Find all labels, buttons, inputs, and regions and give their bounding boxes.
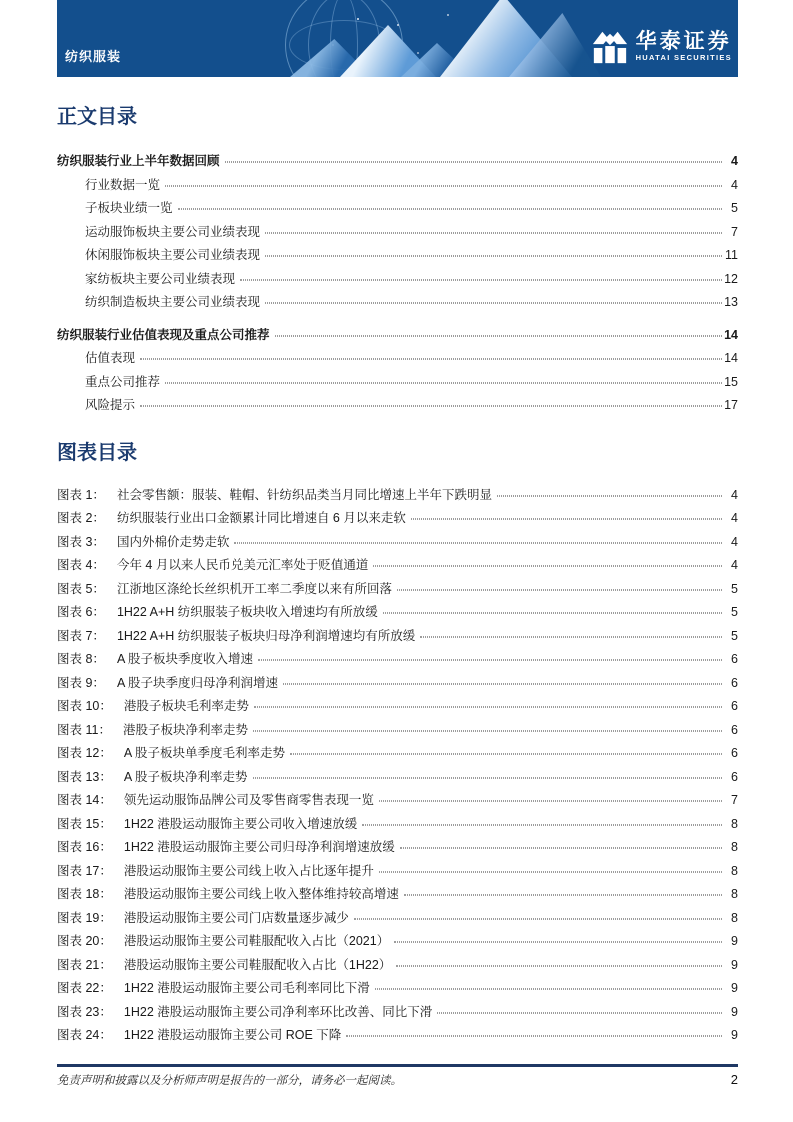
figure-entry-page: 9 — [731, 1028, 738, 1042]
brand-text — [636, 31, 732, 63]
dot-leader — [346, 1036, 722, 1037]
figure-entry-number: 图表 24： — [57, 1028, 112, 1042]
dot-leader — [411, 519, 722, 520]
figure-entry[interactable] — [57, 649, 738, 673]
figure-entry-label: 港股子板块净利率走势 — [122, 722, 248, 737]
figure-entry-label: 港股运动服饰主要公司线上收入整体维持较高增速 — [123, 887, 399, 901]
dot-leader — [265, 232, 722, 233]
toc-entry[interactable] — [57, 151, 738, 175]
figure-entry-label: 社会零售额：服装、鞋帽、针纺织品类当月同比增速上半年下跌明显 — [116, 487, 492, 502]
dot-leader — [253, 777, 722, 778]
figure-entry-number: 图表 5： — [57, 581, 105, 596]
toc-entry-label: 休闲服饰板块主要公司业绩表现 — [85, 248, 261, 262]
figure-entry-page: 6 — [731, 722, 738, 737]
figure-entry[interactable] — [57, 861, 738, 885]
figure-entry-number: 图表 18： — [57, 887, 112, 901]
figure-entry-page: 5 — [731, 605, 738, 619]
figure-entry-label: 国内外棉价走势走软 — [116, 534, 230, 549]
figure-entry-page: 9 — [731, 934, 738, 948]
figure-entry-label: A 股子板块净利率走势 — [123, 769, 248, 784]
figure-entry[interactable] — [57, 908, 738, 932]
header-banner — [57, 0, 738, 77]
huatai-logo-icon — [591, 28, 629, 66]
dot-leader — [379, 871, 722, 872]
dot-leader — [290, 754, 722, 755]
dot-leader — [397, 589, 722, 590]
figure-entry-page: 9 — [731, 957, 738, 972]
toc-entry[interactable] — [57, 198, 738, 222]
figure-entry[interactable] — [57, 485, 738, 509]
figure-entry-label: 1H22 A+H 纺织服装子板块归母净利润增速均有所放缓 — [116, 628, 416, 643]
figure-entry-number: 图表 19： — [57, 910, 112, 925]
toc-entry-page: 13 — [724, 295, 738, 309]
dot-leader — [140, 359, 722, 360]
figure-entry-number: 图表 12： — [57, 746, 112, 760]
dot-leader — [283, 683, 722, 684]
figure-entry-label: 1H22 A+H 纺织服装子板块收入增速均有所放缓 — [116, 605, 378, 619]
figure-entry[interactable] — [57, 884, 738, 908]
dot-leader — [375, 989, 722, 990]
figure-entry-page: 4 — [731, 487, 738, 502]
figure-entry-number: 图表 3： — [57, 534, 105, 549]
figure-entry-number: 图表 21： — [57, 957, 112, 972]
figure-entry-page: 4 — [731, 511, 738, 525]
dot-leader — [258, 660, 722, 661]
figure-entry-number: 图表 22： — [57, 981, 112, 995]
toc-entry[interactable] — [57, 292, 738, 316]
figure-entry[interactable] — [57, 790, 738, 814]
report-category-label: 纺织服装 — [65, 49, 122, 64]
figure-entry[interactable] — [57, 626, 738, 650]
toc-entry[interactable] — [57, 222, 738, 246]
dot-leader — [225, 162, 722, 163]
figure-entry[interactable] — [57, 978, 738, 1002]
toc-entry[interactable] — [57, 269, 738, 293]
figure-entry-page: 8 — [731, 887, 738, 901]
figure-entry[interactable] — [57, 579, 738, 603]
dot-leader — [420, 636, 722, 637]
figure-entry-label: 1H22 港股运动服饰主要公司 ROE 下降 — [123, 1028, 342, 1042]
toc-entry-label: 家纺板块主要公司业绩表现 — [85, 271, 236, 286]
dot-leader — [254, 707, 722, 708]
banner-dots-graphic — [357, 18, 359, 20]
figure-entry[interactable] — [57, 532, 738, 556]
figures-list — [57, 485, 738, 1049]
toc-entry-page: 5 — [731, 201, 738, 215]
dot-leader — [265, 256, 722, 257]
figure-entry-page: 4 — [731, 558, 738, 572]
figure-entry-label: 1H22 港股运动服饰主要公司归母净利润增速放缓 — [123, 840, 395, 854]
figure-entry-label: 港股运动服饰主要公司线上收入占比逐年提升 — [123, 863, 374, 878]
figure-entry[interactable] — [57, 673, 738, 697]
dot-leader — [437, 1012, 722, 1013]
toc-entry-page: 4 — [731, 154, 738, 168]
figure-entry-label: A 股子板块季度收入增速 — [116, 652, 254, 666]
figure-entry-label: A 股子板块单季度毛利率走势 — [123, 746, 286, 760]
page-footer — [57, 1064, 738, 1088]
figure-entry-page: 6 — [731, 769, 738, 784]
figure-entry[interactable] — [57, 814, 738, 838]
figure-entry[interactable] — [57, 931, 738, 955]
figure-entry-number: 图表 6： — [57, 605, 105, 619]
toc-entry-label: 运动服饰板块主要公司业绩表现 — [85, 224, 261, 239]
figure-entry-page: 6 — [731, 746, 738, 760]
page-number: 2 — [730, 1071, 738, 1087]
toc-section-title: 正文目录 — [57, 106, 137, 128]
figure-entry-number: 图表 9： — [57, 675, 105, 690]
figure-entry-label: A 股子块季度归母净利润增速 — [116, 675, 279, 690]
toc-entry-page: 17 — [724, 398, 738, 412]
dot-leader — [275, 335, 722, 336]
dot-leader — [265, 303, 722, 304]
dot-leader — [394, 942, 722, 943]
figure-entry-number: 图表 1： — [57, 487, 105, 502]
figure-entry-label: 今年 4 月以来人民币兑美元汇率处于贬值通道 — [116, 558, 369, 572]
figure-entry-number: 图表 7： — [57, 628, 105, 643]
toc-entry-label: 重点公司推荐 — [85, 374, 161, 389]
figures-section-title: 图表目录 — [57, 441, 137, 464]
toc-entry[interactable] — [57, 395, 738, 419]
figure-entry-number: 图表 4： — [57, 558, 105, 572]
figure-entry-label: 1H22 港股运动服饰主要公司毛利率同比下滑 — [123, 981, 370, 995]
figure-entry-page: 8 — [731, 816, 738, 831]
dot-leader — [165, 382, 722, 383]
figure-entry-page: 8 — [731, 910, 738, 925]
figure-entry[interactable] — [57, 508, 738, 532]
dot-leader — [362, 824, 722, 825]
figure-entry-number: 图表 13： — [57, 769, 112, 784]
figure-entry[interactable] — [57, 955, 738, 979]
disclaimer-text: 免责声明和披露以及分析师声明是报告的一部分，请务必一起阅读。 — [57, 1074, 402, 1087]
figure-entry-number: 图表 10： — [57, 699, 112, 713]
figure-entry-label: 领先运动服饰品牌公司及零售商零售表现一览 — [123, 793, 374, 807]
figure-entry-page: 6 — [731, 652, 738, 666]
dot-leader — [240, 279, 722, 280]
brand-subtitle: HUATAI SECURITIES — [635, 53, 732, 62]
figure-entry-number: 图表 2： — [57, 511, 105, 525]
toc-entry-page: 12 — [724, 271, 738, 286]
figure-entry-page: 7 — [731, 793, 738, 807]
figure-entry[interactable] — [57, 767, 738, 791]
figure-entry[interactable] — [57, 1025, 738, 1049]
dot-leader — [396, 965, 722, 966]
figure-entry[interactable] — [57, 602, 738, 626]
figure-entry-number: 图表 16： — [57, 840, 112, 854]
dot-leader — [253, 730, 722, 731]
toc-entry[interactable] — [57, 175, 738, 199]
footer-row — [57, 1067, 738, 1088]
figure-entry[interactable] — [57, 555, 738, 579]
dot-leader — [354, 918, 722, 919]
figure-entry-page: 8 — [731, 840, 738, 854]
page-content — [0, 104, 793, 1088]
figure-entry-label: 港股运动服饰主要公司鞋服配收入占比（2021） — [123, 934, 390, 948]
dot-leader — [400, 848, 722, 849]
toc-entry-page: 11 — [725, 248, 738, 262]
figure-entry-label: 港股子板块毛利率走势 — [123, 699, 249, 713]
figure-entry-label: 1H22 港股运动服饰主要公司净利率环比改善、同比下滑 — [123, 1004, 433, 1019]
toc-entry-label: 纺织制造板块主要公司业绩表现 — [85, 295, 261, 309]
dot-leader — [373, 566, 722, 567]
toc-entry[interactable] — [57, 372, 738, 396]
figure-entry-number: 图表 15： — [57, 816, 112, 831]
toc-entry-label: 纺织服装行业估值表现及重点公司推荐 — [57, 327, 270, 342]
dot-leader — [178, 209, 722, 210]
dot-leader — [379, 801, 722, 802]
figure-entry[interactable] — [57, 1002, 738, 1026]
figure-entry-number: 图表 20： — [57, 934, 112, 948]
toc-entry-label: 子板块业绩一览 — [85, 201, 173, 215]
figure-entry[interactable] — [57, 720, 738, 744]
toc-list — [57, 151, 738, 419]
dot-leader — [234, 542, 722, 543]
toc-entry-page: 15 — [724, 374, 738, 389]
figure-entry-page: 6 — [731, 699, 738, 713]
figure-entry-number: 图表 17： — [57, 863, 112, 878]
figure-entry-page: 9 — [731, 981, 738, 995]
figure-entry[interactable] — [57, 837, 738, 861]
huatai-logo — [591, 28, 732, 66]
figure-entry-page: 8 — [731, 863, 738, 878]
dot-leader — [383, 613, 722, 614]
figure-entry-label: 港股运动服饰主要公司鞋服配收入占比（1H22） — [123, 957, 392, 972]
figure-entry-label: 纺织服装行业出口金额累计同比增速自 6 月以来走软 — [116, 511, 406, 525]
figure-entry-label: 1H22 港股运动服饰主要公司收入增速放缓 — [123, 816, 358, 831]
toc-entry[interactable] — [57, 325, 738, 349]
toc-entry-page: 7 — [731, 224, 738, 239]
dot-leader — [140, 406, 722, 407]
figure-entry[interactable] — [57, 696, 738, 720]
figure-entry-number: 图表 11： — [57, 722, 111, 737]
toc-entry-page: 14 — [724, 327, 738, 342]
figure-entry[interactable] — [57, 743, 738, 767]
dot-leader — [404, 895, 722, 896]
toc-entry-label: 纺织服装行业上半年数据回顾 — [57, 154, 220, 168]
toc-entry-label: 估值表现 — [85, 351, 136, 365]
toc-entry-page: 14 — [724, 351, 738, 365]
dot-leader — [165, 185, 722, 186]
toc-entry-label: 行业数据一览 — [85, 177, 161, 192]
brand-name: 华泰证券 — [635, 30, 732, 53]
toc-entry-page: 4 — [731, 177, 738, 192]
figure-entry-label: 江浙地区涤纶长丝织机开工率二季度以来有所回落 — [116, 581, 392, 596]
toc-entry-label: 风险提示 — [85, 398, 136, 412]
figure-entry-page: 5 — [731, 581, 738, 596]
figure-entry-page: 6 — [731, 675, 738, 690]
dot-leader — [497, 495, 722, 496]
figure-entry-number: 图表 8： — [57, 652, 105, 666]
figure-entry-page: 9 — [731, 1004, 738, 1019]
figure-entry-label: 港股运动服饰主要公司门店数量逐步减少 — [123, 910, 349, 925]
figure-entry-page: 4 — [731, 534, 738, 549]
toc-entry[interactable] — [57, 245, 738, 269]
figure-entry-number: 图表 23： — [57, 1004, 112, 1019]
figure-entry-number: 图表 14： — [57, 793, 112, 807]
figure-entry-page: 5 — [731, 628, 738, 643]
toc-entry[interactable] — [57, 348, 738, 372]
